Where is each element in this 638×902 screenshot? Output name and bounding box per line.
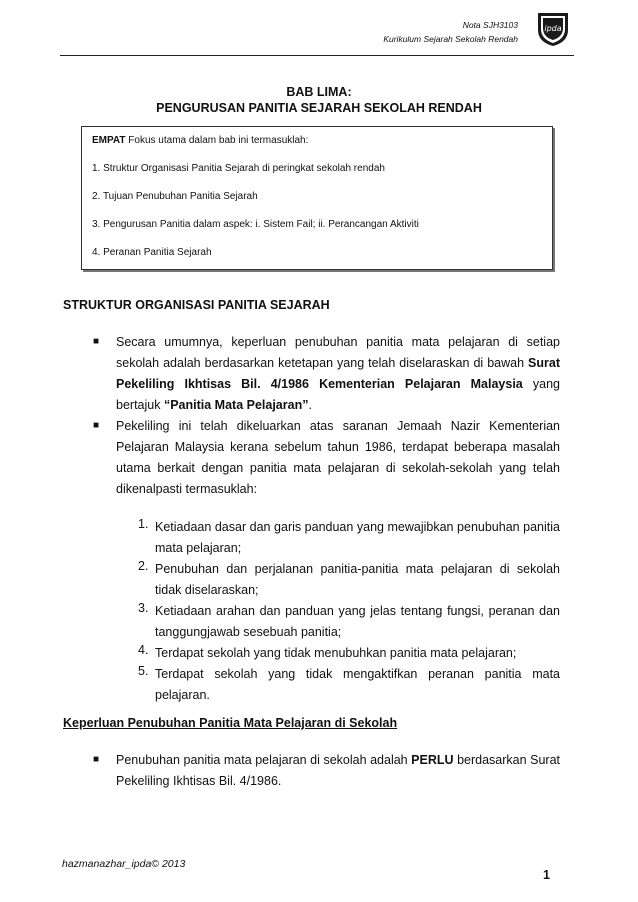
chapter-title: BAB LIMA: xyxy=(286,85,352,99)
list-number: 3. xyxy=(138,601,149,615)
header-divider xyxy=(60,55,574,56)
section-heading: Keperluan Penubuhan Panitia Mata Pelajaran di Sekolah xyxy=(63,716,398,730)
footer-copyright: hazmanazhar_ipda© 2013 xyxy=(62,858,186,870)
summary-intro-bold: EMPAT xyxy=(92,135,126,146)
list-number: 4. xyxy=(138,643,149,657)
summary-intro-text: Fokus utama dalam bab ini termasuklah: xyxy=(125,135,309,146)
square-bullet-icon: ■ xyxy=(93,754,100,765)
list-item: Penubuhan dan perjalanan panitia-panitia mata pelajaran di sekolah tidak diselaraskan; xyxy=(155,562,560,597)
header-subtitle: Kurikulum Sejarah Sekolah Rendah xyxy=(383,34,518,44)
summary-item: 2. Tujuan Penubuhan Panitia Sejarah xyxy=(92,191,258,202)
summary-box xyxy=(81,126,553,270)
list-item: Terdapat sekolah yang tidak mengaktifkan peranan panitia mata pelajaran. xyxy=(155,667,560,702)
summary-item: 1. Struktur Organisasi Panitia Sejarah di peringkat sekolah rendah xyxy=(92,163,385,174)
summary-intro xyxy=(92,135,308,146)
square-bullet-icon: ■ xyxy=(93,336,100,347)
list-number: 2. xyxy=(138,559,149,573)
chapter-subtitle: PENGURUSAN PANITIA SEJARAH SEKOLAH RENDAH xyxy=(156,101,482,115)
institute-logo xyxy=(534,10,572,48)
emphasis-perlu: PERLU xyxy=(411,753,454,767)
summary-item: 4. Peranan Panitia Sejarah xyxy=(92,247,212,258)
circular-title: “Panitia Mata Pelajaran” xyxy=(163,398,309,412)
section-heading: STRUKTUR ORGANISASI PANITIA SEJARAH xyxy=(63,298,330,312)
paragraph-bullet-2: Pekeliling ini telah dikeluarkan atas saranan Jemaah Nazir Kementerian Pelajaran Malaysia kerana sebelum tahun 1986, terdapat beberapa masalah utama berkait dengan panitia mata pelajaran di sekolah-sekolah yang telah dikenalpasti termasuklah: xyxy=(116,419,560,496)
circular-reference: Surat Pekeliling Ikhtisas Bil. 4/1986 Kementerian Pelajaran Malaysia xyxy=(116,356,560,391)
list-number: 5. xyxy=(138,664,149,678)
list-number: 1. xyxy=(138,517,149,531)
list-item: Ketiadaan arahan dan panduan yang jelas tentang fungsi, peranan dan tanggungjawab sesebuah panitia; xyxy=(155,604,560,639)
paragraph-bullet-3: Penubuhan panitia mata pelajaran di sekolah adalah PERLU berdasarkan Surat Pekeliling Ikhtisas Bil. 4/1986. xyxy=(116,753,561,788)
page-number: 1 xyxy=(543,868,550,882)
header-course: Nota SJH3103 xyxy=(462,20,518,30)
list-item: Ketiadaan dasar dan garis panduan yang mewajibkan penubuhan panitia mata pelajaran; xyxy=(155,520,560,555)
svg-text:ipda: ipda xyxy=(544,24,562,33)
square-bullet-icon: ■ xyxy=(93,420,100,431)
paragraph-bullet-1: Secara umumnya, keperluan penubuhan panitia mata pelajaran di setiap sekolah adalah berdasarkan ketetapan yang telah diselaraskan di bawah Surat Pekeliling Ikhtisas Bil. 4/1986 Kementerian Pelajaran Malaysia yang bertajuk “Panitia Mata Pelajaran”. xyxy=(116,335,560,412)
list-item: Terdapat sekolah yang tidak menubuhkan panitia mata pelajaran; xyxy=(155,646,517,660)
summary-item: 3. Pengurusan Panitia dalam aspek: i. Sistem Fail; ii. Perancangan Aktiviti xyxy=(92,219,419,230)
